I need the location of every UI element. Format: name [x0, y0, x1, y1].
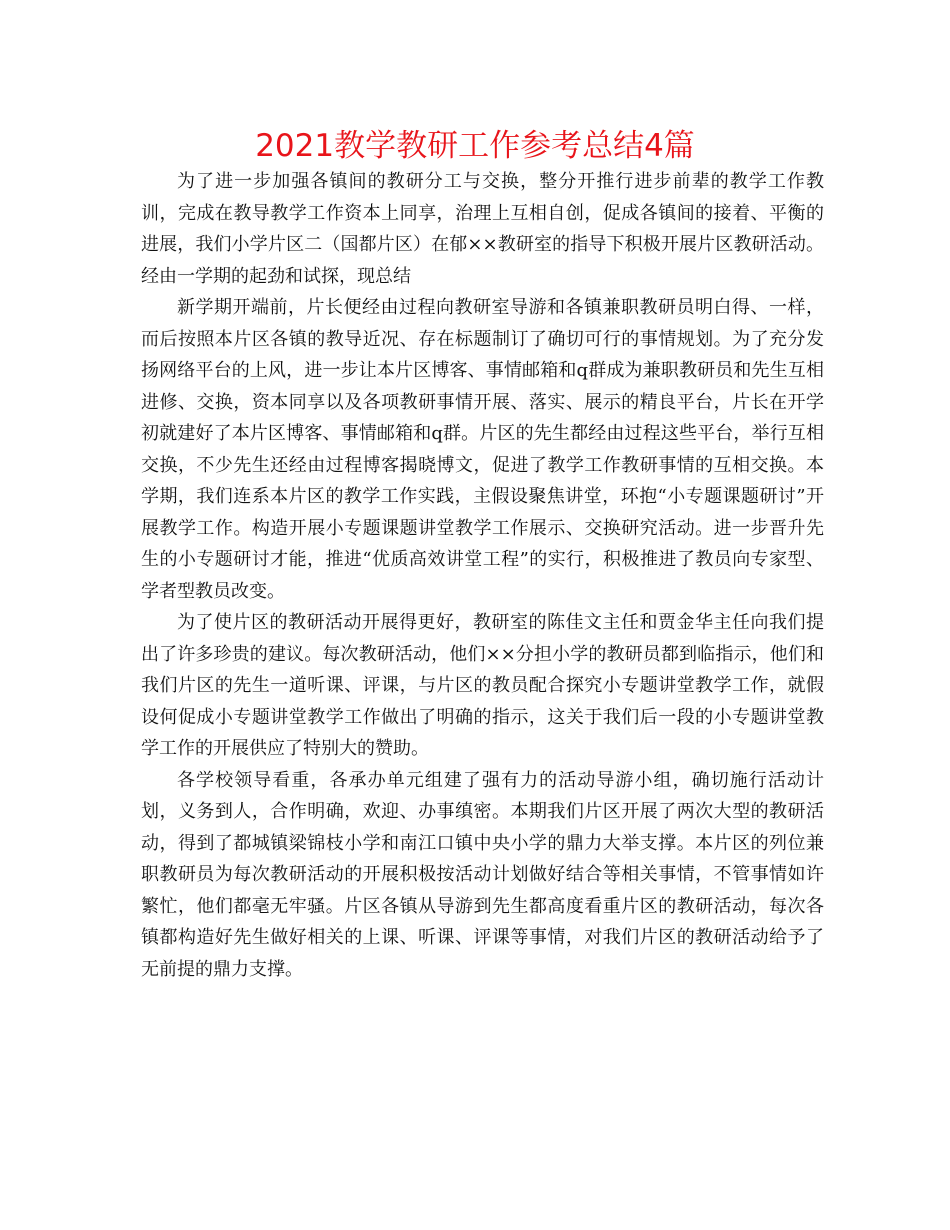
document-title: 2021教学教研工作参考总结4篇	[255, 128, 695, 164]
paragraph: 为了进一步加强各镇间的教研分工与交换，整分开推行进步前辈的教学工作教训，完成在教导教学工作资本上同享，治理上互相自创，促成各镇间的接着、平衡的进展，我们小学片区二（国都片区）在郁××教研室的指导下积极开展片区教研活动。经由一学期的起劲和试探，现总结	[141, 171, 824, 287]
document-body	[141, 166, 824, 985]
paragraph: 各学校领导看重，各承办单元组建了强有力的活动导游小组，确切施行活动计划，义务到人，合作明确，欢迎、办事缜密。本期我们片区开展了两次大型的教研活动，得到了都城镇梁锦枝小学和南江口镇中央小学的鼎力大举支撑。本片区的列位兼职教研员为每次教研活动的开展积极按活动计划做好结合等相关事情，不管事情如许繁忙，他们都毫无牢骚。片区各镇从导游到先生都高度看重片区的教研活动，每次各镇都构造好先生做好相关的上课、听课、评课等事情，对我们片区的教研活动给予了无前提的鼎力支撑。	[141, 769, 824, 980]
paragraph: 新学期开端前，片长便经由过程向教研室导游和各镇兼职教研员明白得、一样，而后按照本片区各镇的教导近况、存在标题制订了确切可行的事情规划。为了充分发扬网络平台的上风，进一步让本片区博客、事情邮箱和q群成为兼职教研员和先生互相进修、交换，资本同享以及各项教研事情开展、落实、展示的精良平台，片长在开学初就建好了本片区博客、事情邮箱和q群。片区的先生都经由过程这些平台，举行互相交换，不少先生还经由过程博客揭晓博文，促进了教学工作教研事情的互相交换。本学期，我们连系本片区的教学工作实践，主假设聚焦讲堂，环抱“小专题课题研讨”开展教学工作。构造开展小专题课题讲堂教学工作展示、交换研究活动。进一步晋升先生的小专题研讨才能，推进“优质高效讲堂工程”的实行，积极推进了教员向专家型、学者型教员改变。	[141, 297, 824, 602]
paragraph: 为了使片区的教研活动开展得更好，教研室的陈佳文主任和贾金华主任向我们提出了许多珍贵的建议。每次教研活动，他们××分担小学的教研员都到临指示，他们和我们片区的先生一道听课、评课，与片区的教员配合探究小专题讲堂教学工作，就假设何促成小专题讲堂教学工作做出了明确的指示，这关于我们后一段的小专题讲堂教学工作的开展供应了特别大的赞助。	[141, 612, 824, 759]
